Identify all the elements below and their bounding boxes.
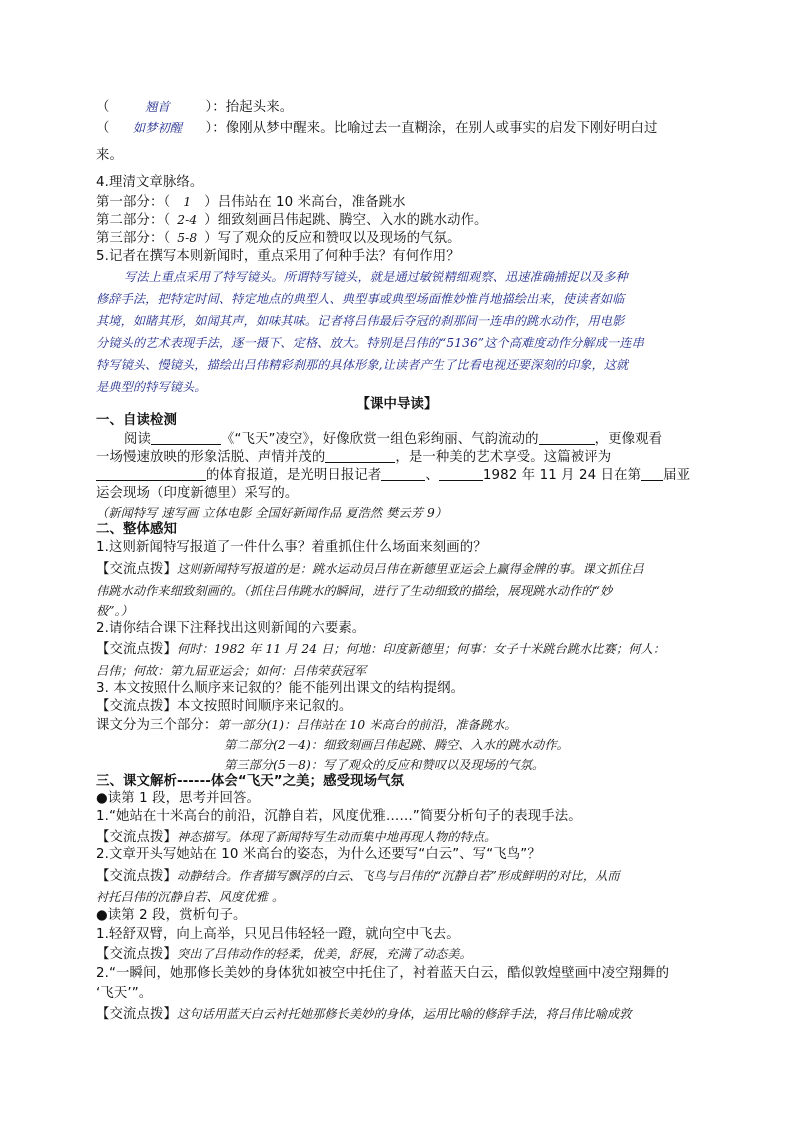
handwritten-answer: 如梦初醒 <box>132 121 183 135</box>
answer-line: 伟跳水动作来细致刻画的。（抓住吕伟跳水的瞬间，进行了生动细致的描绘，展现跳水动作的“妙 <box>96 584 613 598</box>
vocab-line: （ 如梦初醒 ）：像刚从梦中醒来。比喻过去一直糊涂，在别人或事实的启发下刚好明白过 <box>96 121 658 136</box>
answer-line: 【交流点拨】这则新闻特写报道的是：跳水运动员吕伟在新德里亚运会上赢得金牌的事。课文抓住吕 <box>96 562 644 577</box>
answer-line: 分镜头的艺术表现手法，逐一摄下、定格、放大。特别是吕伟的“5136”这个高难度动作分解成一连串 <box>96 336 644 350</box>
answer-line: 是典型的特写镜头。 <box>96 380 207 394</box>
answer-line: 【交流点拨】何时：1982 年 11 月 24 日；何地：印度新德里；何事：女子十米跳台跳水比赛；何人： <box>96 642 666 657</box>
outline-part: 第二部分(2－4)：细致刻画吕伟起跳、腾空、入水的跳水动作。 <box>224 738 569 752</box>
tag: 【交流点拨】 <box>96 562 177 577</box>
reading-prompt: ●读第 2 段，赏析句子。 <box>96 908 247 923</box>
answer-line: 修辞手法，把特定时间、特定地点的典型人、典型事或典型场面惟妙惟肖地描绘出来，使读者如临 <box>96 292 625 306</box>
tag: 【交流点拨】 <box>96 869 177 884</box>
tag: 【交流点拨】 <box>96 947 177 962</box>
fill-line: 运会现场（印度新德里）采写的。 <box>96 486 299 501</box>
outline-part: 第二部分：（ 2-4 ）细致刻画吕伟起跳、腾空、入水的跳水动作。 <box>96 213 488 228</box>
answer-line: 衬托吕伟的沉静自若、风度优雅 。 <box>96 890 285 904</box>
question: 2.请你结合课下注释找出这则新闻的六要素。 <box>96 621 366 636</box>
section-heading: 二、整体感知 <box>96 522 177 537</box>
fill-line: 阅读 《“飞天”凌空》，好像欣赏一组色彩绚丽、气韵流动的 ，更像观看 <box>124 432 663 447</box>
section-heading: 三、课文解析------体会“飞天”之美；感受现场气氛 <box>96 774 405 789</box>
answer-line: 【交流点拨】动静结合。作者描写飘浮的白云、飞鸟与吕伟的“沉静自若”形成鲜明的对比，从而 <box>96 869 620 884</box>
tag: 【交流点拨】 <box>96 830 177 845</box>
answer-line: 特写镜头、慢镜头，描绘出吕伟精彩刹那的具体形象,让读者产生了比看电视还要深刻的印象，这就 <box>96 358 629 372</box>
answer-hint: （新闻特写 速写画 立体电影 全国好新闻作品 夏浩然 樊云芳 9） <box>96 506 448 520</box>
tag: 【交流点拨】 <box>96 699 177 714</box>
outline-part: 第三部分(5－8)：写了观众的反应和赞叹以及现场的气氛。 <box>224 758 545 772</box>
question: 2.“一瞬间，她那修长美妙的身体犹如被空中托住了，衬着蓝天白云，酷似敦煌壁画中凌空翔舞的 <box>96 966 670 981</box>
answer-line: 吕伟；何故：第九届亚运会；如何：吕伟荣获冠军 <box>96 664 367 678</box>
fill-line: 一场慢速放映的形象活脱、声情并茂的 ，是一种美的艺术享受。这篇被评为 <box>96 450 612 465</box>
tag: 【交流点拨】 <box>96 642 177 657</box>
question: 3. 本文按照什么顺序来记叙的？能不能列出课文的结构提纲。 <box>96 681 465 696</box>
answer-line: 【交流点拨】神态描写。体现了新闻特写生动而集中地再现人物的特点。 <box>96 830 497 845</box>
handwritten-answer: 翘首 <box>145 100 170 114</box>
question: 2.文章开头写她站在 10 米高台的姿态，为什么还要写“白云”、写“飞鸟”？ <box>96 847 541 862</box>
section-title: 【课中导读】 <box>356 397 438 412</box>
answer-line: 写法上重点采用了特写镜头。所谓特写镜头，就是通过敏锐精细观察、迅速准确捕捉以及多种 <box>124 270 628 284</box>
question-title: 5.记者在撰写本则新闻时，重点采用了何种手法？有何作用？ <box>96 249 460 264</box>
answer-line: 课文分为三个部分：第一部分(1)：吕伟站在 10 米高台的前沿，准备跳水。 <box>96 718 517 733</box>
question-title: 4.理清文章脉络。 <box>96 175 204 190</box>
fill-line: 的体育报道，是光明日报记者 、 1982 年 11 月 24 日在第 届亚 <box>96 466 754 485</box>
tag: 【交流点拨】 <box>96 1007 177 1022</box>
answer-line: 极”。） <box>96 604 134 618</box>
outline-part: 第三部分：（ 5-8 ）写了观众的反应和赞叹以及现场的气氛。 <box>96 231 461 246</box>
question: 1.轻舒双臂，向上高举，只见吕伟轻轻一蹬，就向空中飞去。 <box>96 927 460 942</box>
answer-line: 【交流点拨】突出了吕伟动作的轻柔，优美，舒展，充满了动态美。 <box>96 947 472 962</box>
answer-line: 【交流点拨】这句话用蓝天白云衬托她那修长美妙的身体，运用比喻的修辞手法，将吕伟比喻成敦 <box>96 1007 632 1022</box>
question: 1.“她站在十米高台的前沿，沉静自若，风度优雅……”简要分析句子的表现手法。 <box>96 809 582 824</box>
section-heading: 一、自读检测 <box>96 413 177 428</box>
question: 1.这则新闻特写报道了一件什么事？着重抓住什么场面来刻画的？ <box>96 540 487 555</box>
answer-line: 其境，如睹其形，如闻其声，如味其味。记者将吕伟最后夺冠的刹那间一连串的跳水动作，用电影 <box>96 314 625 328</box>
reading-prompt: ●读第 1 段，思考并回答。 <box>96 791 261 806</box>
outline-part: 第一部分：（ 1 ）吕伟站在 10 米高台，准备跳水 <box>96 195 406 210</box>
vocab-cont: 来。 <box>96 148 123 163</box>
question: ‘飞天’”。 <box>96 986 153 1001</box>
answer-line: 【交流点拨】本文按照时间顺序来记叙的。 <box>96 699 353 714</box>
vocab-line: （ 翘首 ）：抬起头来。 <box>96 100 294 115</box>
